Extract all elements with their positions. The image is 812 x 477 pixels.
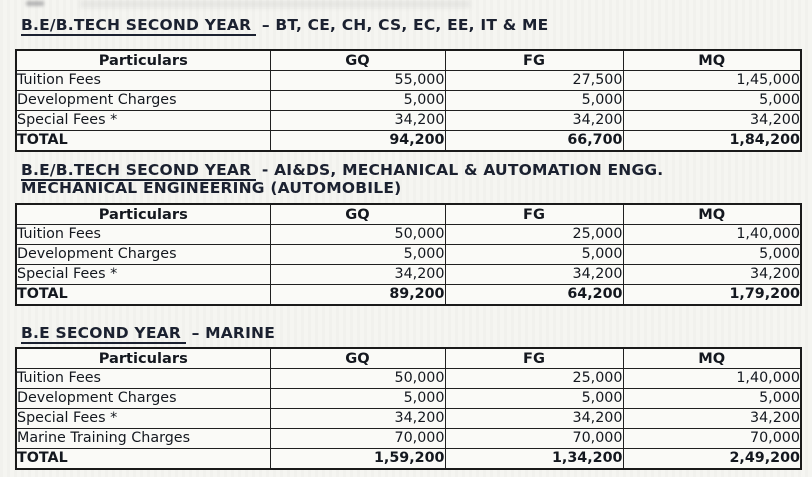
fee-value-mq: 1,40,000 [623, 369, 801, 389]
fee-value-mq: 34,200 [623, 111, 801, 131]
fee-value-gq: 70,000 [270, 429, 445, 449]
column-header-fg: FG [445, 204, 623, 225]
table-row [16, 245, 801, 265]
table-row [16, 71, 801, 91]
fee-value-gq: 5,000 [270, 245, 445, 265]
table-header-row [16, 204, 801, 225]
fee-value-mq: 1,84,200 [623, 131, 801, 152]
heading-rest-text: - AI&DS, MECHANICAL & AUTOMATION ENGG. [256, 161, 664, 179]
heading-rest-text: – BT, CE, CH, CS, EC, EE, IT & ME [256, 16, 549, 34]
fee-value-gq: 50,000 [270, 225, 445, 245]
row-label: Tuition Fees [16, 225, 270, 245]
row-label: TOTAL [16, 449, 270, 470]
row-label: Special Fees * [16, 265, 270, 285]
fee-value-mq: 70,000 [623, 429, 801, 449]
fee-value-fg: 5,000 [445, 389, 623, 409]
fee-value-gq: 5,000 [270, 389, 445, 409]
fee-value-fg: 34,200 [445, 111, 623, 131]
fee-value-gq: 50,000 [270, 369, 445, 389]
fee-value-mq: 1,79,200 [623, 285, 801, 306]
fee-value-mq: 2,49,200 [623, 449, 801, 470]
table-row [16, 369, 801, 389]
column-header-particulars: Particulars [16, 204, 270, 225]
fee-value-gq: 5,000 [270, 91, 445, 111]
row-label: Special Fees * [16, 409, 270, 429]
fee-value-fg: 25,000 [445, 225, 623, 245]
column-header-particulars: Particulars [16, 348, 270, 369]
fee-value-mq: 1,45,000 [623, 71, 801, 91]
table-total-row [16, 285, 801, 306]
table-header-row [16, 348, 801, 369]
heading-rest-text: – MARINE [185, 324, 275, 342]
fee-value-fg: 34,200 [445, 265, 623, 285]
fee-value-fg: 1,34,200 [445, 449, 623, 470]
column-header-mq: MQ [623, 348, 801, 369]
row-label: Marine Training Charges [16, 429, 270, 449]
row-label: Development Charges [16, 245, 270, 265]
column-header-fg: FG [445, 348, 623, 369]
row-label: Tuition Fees [16, 369, 270, 389]
fee-value-mq: 5,000 [623, 389, 801, 409]
table-row [16, 111, 801, 131]
fee-value-gq: 34,200 [270, 265, 445, 285]
section-heading-2 [21, 161, 812, 197]
fee-value-gq: 1,59,200 [270, 449, 445, 470]
fee-value-gq: 34,200 [270, 409, 445, 429]
row-label: Special Fees * [16, 111, 270, 131]
table-header-row [16, 50, 801, 71]
table-row [16, 409, 801, 429]
row-label: Tuition Fees [16, 71, 270, 91]
fee-value-gq: 55,000 [270, 71, 445, 91]
column-header-gq: GQ [270, 204, 445, 225]
fee-value-gq: 34,200 [270, 111, 445, 131]
fee-value-mq: 34,200 [623, 409, 801, 429]
fees-table-mechanical-branches [15, 203, 802, 306]
table-row [16, 389, 801, 409]
table-row [16, 225, 801, 245]
table-total-row [16, 449, 801, 470]
fee-value-fg: 25,000 [445, 369, 623, 389]
fee-value-fg: 64,200 [445, 285, 623, 306]
section-heading-1 [21, 16, 812, 34]
fee-value-mq: 1,40,000 [623, 225, 801, 245]
table-total-row [16, 131, 801, 152]
fee-value-gq: 94,200 [270, 131, 445, 152]
fee-value-fg: 5,000 [445, 91, 623, 111]
column-header-gq: GQ [270, 348, 445, 369]
heading-underlined-text: B.E/B.TECH SECOND YEAR [21, 161, 256, 181]
fee-value-fg: 70,000 [445, 429, 623, 449]
table-row [16, 91, 801, 111]
row-label: TOTAL [16, 285, 270, 306]
heading-underlined-text: B.E/B.TECH SECOND YEAR [21, 16, 256, 36]
scan-artifact [80, 0, 470, 8]
fee-value-gq: 89,200 [270, 285, 445, 306]
fee-value-fg: 27,500 [445, 71, 623, 91]
fee-value-mq: 34,200 [623, 265, 801, 285]
row-label: Development Charges [16, 389, 270, 409]
fees-table-marine [15, 347, 802, 470]
fee-value-fg: 5,000 [445, 245, 623, 265]
column-header-fg: FG [445, 50, 623, 71]
column-header-particulars: Particulars [16, 50, 270, 71]
column-header-gq: GQ [270, 50, 445, 71]
heading-underlined-text: B.E SECOND YEAR [21, 324, 186, 344]
fee-value-mq: 5,000 [623, 245, 801, 265]
fees-table-general-branches [15, 49, 802, 152]
table-row [16, 265, 801, 285]
scan-artifact [26, 1, 44, 6]
fee-value-mq: 5,000 [623, 91, 801, 111]
column-header-mq: MQ [623, 50, 801, 71]
row-label: TOTAL [16, 131, 270, 152]
section-heading-3 [21, 324, 812, 342]
fee-value-fg: 66,700 [445, 131, 623, 152]
fee-value-fg: 34,200 [445, 409, 623, 429]
row-label: Development Charges [16, 91, 270, 111]
table-row [16, 429, 801, 449]
heading-line2-text: MECHANICAL ENGINEERING (AUTOMOBILE) [21, 179, 402, 197]
column-header-mq: MQ [623, 204, 801, 225]
